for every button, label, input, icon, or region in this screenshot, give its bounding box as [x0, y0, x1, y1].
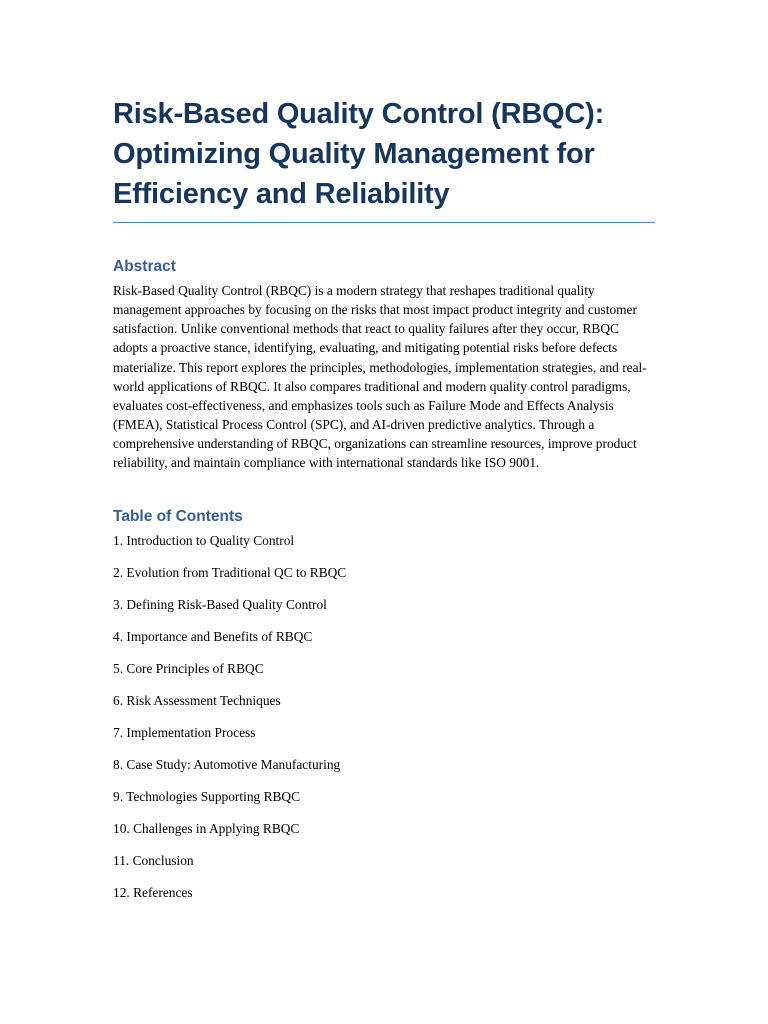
document-page — [113, 94, 655, 915]
toc-item: 3. Defining Risk-Based Quality Control — [113, 596, 327, 612]
abstract-heading: Abstract — [113, 258, 176, 275]
abstract-text: Risk-Based Quality Control (RBQC) is a modern strategy that reshapes traditional quality management approaches by focusing on the risks that most impact product integrity and customer satisfaction. Unlike conventional methods that react to quality failures after they occur, RBQC adopts a proactive stance, identifying, evaluating, and mitigating potential risks before defects materialize. This report explores the principles, methodologies, implementation strategies, and real-world applications of RBQC. It also compares traditional and modern quality control paradigms, evaluates cost-effectiveness, and emphasizes tools such as Failure Mode and Effects Analysis (FMEA), Statistical Process Control (SPC), and AI-driven predictive analytics. Through a comprehensive understanding of RBQC, organizations can streamline resources, improve product reliability, and maintain compliance with international standards like ISO 9001. — [113, 283, 647, 471]
toc-item: 12. References — [113, 884, 193, 900]
toc-item: 6. Risk Assessment Techniques — [113, 692, 281, 708]
toc-item: 11. Conclusion — [113, 852, 194, 868]
toc-item: 9. Technologies Supporting RBQC — [113, 788, 301, 804]
toc-item: 2. Evolution from Traditional QC to RBQC — [113, 564, 347, 580]
toc-item: 7. Implementation Process — [113, 724, 256, 740]
toc-item: 4. Importance and Benefits of RBQC — [113, 628, 313, 644]
toc-heading: Table of Contents — [113, 507, 243, 525]
toc-item: 1. Introduction to Quality Control — [113, 532, 295, 548]
document-title: Risk-Based Quality Control (RBQC): Optimizing Quality Management for Efficiency and Reliability — [113, 98, 605, 210]
toc-item: 8. Case Study: Automotive Manufacturing — [113, 756, 341, 772]
toc-list — [113, 531, 655, 903]
toc-item: 10. Challenges in Applying RBQC — [113, 820, 300, 836]
toc-item: 5. Core Principles of RBQC — [113, 660, 264, 676]
title-divider — [113, 222, 655, 223]
